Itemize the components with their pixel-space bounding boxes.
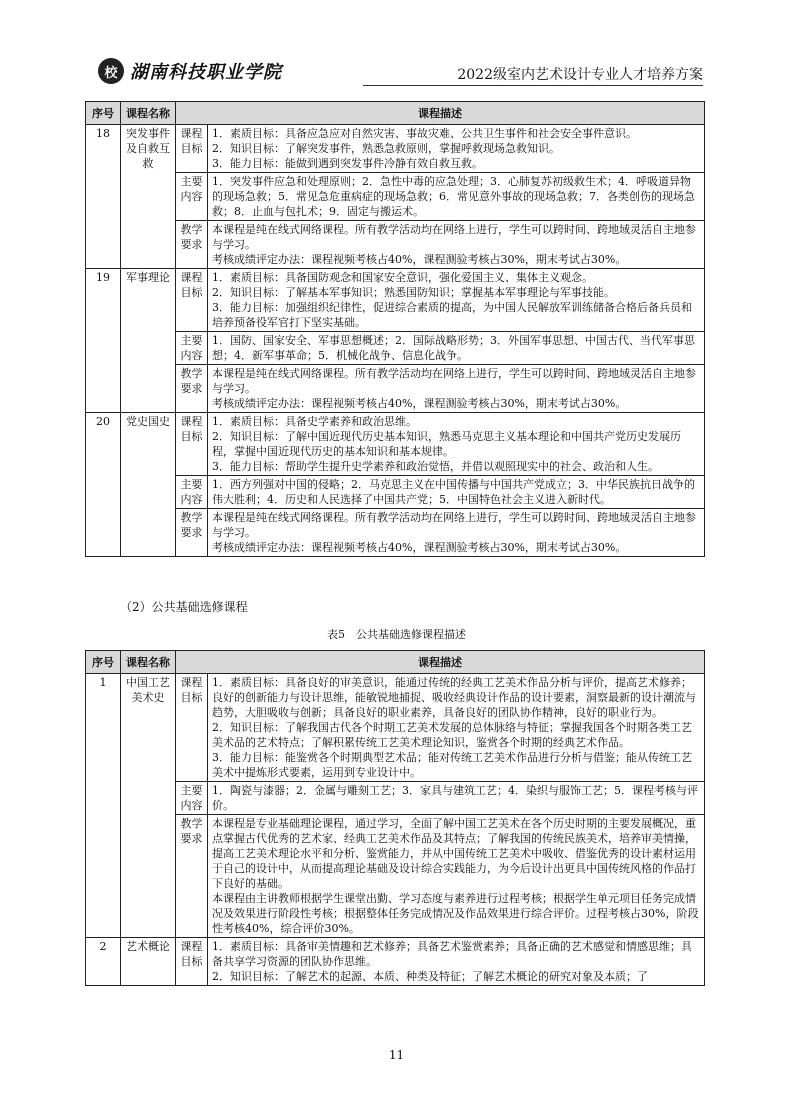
row-label: 教学要求 <box>176 221 208 269</box>
course-name: 突发事件及自救互救 <box>121 125 176 269</box>
header-name: 课程名称 <box>121 102 176 125</box>
description-line: 本课程是纯在线式网络课程。所有教学活动均在网络上进行，学生可以跨时间、跨地域灵活自主地参与学习。 <box>212 511 696 539</box>
row-label: 教学要求 <box>176 815 208 938</box>
table-row <box>86 365 705 413</box>
table-row <box>86 476 705 509</box>
header-desc: 课程描述 <box>176 651 705 674</box>
table-header-row <box>86 102 705 125</box>
row-label: 教学要求 <box>176 365 208 413</box>
table-row <box>86 509 705 557</box>
description-line: 1．西方列强对中国的侵略；2．马克思主义在中国传播与中国共产党成立；3．中华民族抗日战争的伟大胜利；4．历史和人民选择了中国共产党；5．中国特色社会主义进入新时代。 <box>212 478 695 506</box>
course-name: 党史国史 <box>121 413 176 557</box>
description-line: 考核成绩评定办法：课程视频考核占40%，课程测验考核占30%，期末考试占30%。 <box>212 541 627 554</box>
description-line: 1．陶瓷与漆器；2．金属与雕刻工艺；3．家具与建筑工艺；4．染织与服饰工艺；5．课程考核与评价。 <box>212 784 698 812</box>
row-description <box>208 782 705 815</box>
required-courses-table <box>85 101 705 557</box>
description-line: 1．素质目标：具备国防观念和国家安全意识，强化爱国主义、集体主义观念。 <box>212 271 593 284</box>
row-label: 课程目标 <box>176 413 208 476</box>
row-label: 课程目标 <box>176 938 208 986</box>
description-line: 2．知识目标：了解艺术的起源、本质、种类及特征；了解艺术概论的研究对象及本质；了 <box>212 970 648 983</box>
description-line: 本课程是纯在线式网络课程。所有教学活动均在网络上进行，学生可以跨时间、跨地域灵活自主地参与学习。 <box>212 223 696 251</box>
school-name: 湖南科技职业学院 <box>130 62 282 83</box>
row-description <box>208 413 705 476</box>
row-description <box>208 815 705 938</box>
row-description <box>208 332 705 365</box>
row-description <box>208 674 705 782</box>
table-row <box>86 173 705 221</box>
course-number: 2 <box>86 938 121 986</box>
table-row <box>86 674 705 782</box>
table-row <box>86 332 705 365</box>
course-name: 艺术概论 <box>121 938 176 986</box>
description-line: 本课程是专业基础理论课程，通过学习，全面了解中国工艺美术在各个历史时期的主要发展概况，重点掌握古代优秀的艺术家、经典工艺美术作品及其特点；了解我国的传统民族美术，培养审美情操，提高工艺美术理论水平和分析、鉴赏能力，并从中国传统工艺美术中吸收、借鉴优秀的设计素材运用于自己的设计中，从而提高理论基础及设计综合实践能力，为今后设计出更具中国传统风格的作品打下良好的基础。 <box>212 817 696 890</box>
row-description <box>208 938 705 986</box>
row-label: 主要内容 <box>176 332 208 365</box>
course-number: 18 <box>86 125 121 269</box>
row-description <box>208 509 705 557</box>
description-line: 1．国防、国家安全、军事思想概述；2．国际战略形势；3．外国军事思想、中国古代、当代军事思想；4．新军事革命；5．机械化战争、信息化战争。 <box>212 334 695 362</box>
table-row <box>86 413 705 476</box>
table-caption: 表5 公共基础选修课程描述 <box>327 628 466 641</box>
description-line: 考核成绩评定办法：课程视频考核占40%，课程测验考核占30%，期末考试占30%。 <box>212 397 627 410</box>
page-header <box>98 58 703 90</box>
table-row <box>86 938 705 986</box>
table-row <box>86 782 705 815</box>
school-seal-icon: 校 <box>98 58 124 84</box>
header-no: 序号 <box>86 102 121 125</box>
table-row <box>86 269 705 332</box>
description-line: 1．素质目标：具备应急应对自然灾害、事故灾难、公共卫生事件和社会安全事件意识。 <box>212 127 637 140</box>
header-no: 序号 <box>86 651 121 674</box>
description-line: 2．知识目标：了解我国古代各个时期工艺美术发展的总体脉络与特征；掌握我国各个时期各类工艺美术品的艺术特点；了解积累传统工艺美术理论知识，鉴赏各个时期的经典艺术作品。 <box>212 721 692 749</box>
course-number: 20 <box>86 413 121 557</box>
row-description <box>208 221 705 269</box>
description-line: 3．能力目标：能鉴赏各个时期典型艺术品；能对传统工艺美术作品进行分析与借鉴；能从传统工艺美术中提炼形式要素，运用到专业设计中。 <box>212 751 692 779</box>
header-rule <box>363 85 703 86</box>
section-title: （2）公共基础选修课程 <box>120 600 248 614</box>
page-number: 11 <box>388 1048 405 1062</box>
table-header-row <box>86 651 705 674</box>
document-title: 2022级室内艺术设计专业人才培养方案 <box>457 67 703 83</box>
description-line: 2．知识目标：了解突发事件，熟悉急救原则，掌握呼救现场急救知识。 <box>212 142 560 155</box>
row-label: 主要内容 <box>176 782 208 815</box>
row-description <box>208 365 705 413</box>
header-desc: 课程描述 <box>176 102 705 125</box>
table-row <box>86 125 705 173</box>
row-label: 课程目标 <box>176 674 208 782</box>
row-label: 主要内容 <box>176 173 208 221</box>
description-line: 1．素质目标：具备良好的审美意识，能通过传统的经典工艺美术作品分析与评价，提高艺术修养；良好的创新能力与设计思维，能敏锐地捕捉、吸收经典设计作品的设计要素，洞察最新的设计潮流与趋势，大胆吸收与创新；具备良好的职业素养，具备良好的团队协作精神，良好的职业行为。 <box>212 676 696 719</box>
description-line: 1．素质目标：具备审美情趣和艺术修养；具备艺术鉴赏素养；具备正确的艺术感觉和情感思维；具备共享学习资源的团队协作思维。 <box>212 940 692 968</box>
row-label: 课程目标 <box>176 269 208 332</box>
row-description <box>208 476 705 509</box>
elective-courses-table <box>85 650 705 986</box>
description-line: 考核成绩评定办法：课程视频考核占40%，课程测验考核占30%，期末考试占30%。 <box>212 253 627 266</box>
header-name: 课程名称 <box>121 651 176 674</box>
description-line: 2．知识目标：了解中国近现代历史基本知识，熟悉马克思主义基本理论和中国共产党历史发展历程，掌握中国近现代历史的基本知识和基本规律。 <box>212 430 681 458</box>
course-number: 19 <box>86 269 121 413</box>
course-name: 中国工艺美术史 <box>121 674 176 938</box>
row-description <box>208 125 705 173</box>
row-description <box>208 173 705 221</box>
description-line: 1．素质目标：具备史学素养和政治思维。 <box>212 415 417 428</box>
school-logo <box>98 58 282 84</box>
course-number: 1 <box>86 674 121 938</box>
row-label: 主要内容 <box>176 476 208 509</box>
description-line: 3．能力目标：加强组织纪律性，促进综合素质的提高，为中国人民解放军训练储备合格后备兵员和培养预备役军官打下坚实基础。 <box>212 301 692 329</box>
course-name: 军事理论 <box>121 269 176 413</box>
row-description <box>208 269 705 332</box>
row-label: 课程目标 <box>176 125 208 173</box>
description-line: 1．突发事件应急和处理原则；2．急性中毒的应急处理；3．心肺复苏初级救生术；4．呼吸道异物的现场急救；5．常见急危重病症的现场急救；6．常见意外事故的现场急救；7．各类创伤的现场急救；8．止血与包扎术；9．固定与搬运术。 <box>212 175 695 218</box>
table-row <box>86 815 705 938</box>
table-row <box>86 221 705 269</box>
description-line: 本课程是纯在线式网络课程。所有教学活动均在网络上进行，学生可以跨时间、跨地域灵活自主地参与学习。 <box>212 367 696 395</box>
row-label: 教学要求 <box>176 509 208 557</box>
description-line: 3．能力目标：帮助学生提升史学素养和政治觉悟，并借以观照现实中的社会、政治和人生。 <box>212 460 659 473</box>
description-line: 3．能力目标：能做到遇到突发事件冷静有效自救互救。 <box>212 157 483 170</box>
description-line: 2．知识目标：了解基本军事知识；熟悉国防知识；掌握基本军事理论与军事技能。 <box>212 286 615 299</box>
description-line: 本课程由主讲教师根据学生课堂出勤、学习态度与素养进行过程考核；根据学生单元项目任务完成情况及效果进行阶段性考核；根据整体任务完成情况及作品效果进行综合评价。过程考核占30%，阶段性考核40%，综合评价30%。 <box>212 892 699 935</box>
